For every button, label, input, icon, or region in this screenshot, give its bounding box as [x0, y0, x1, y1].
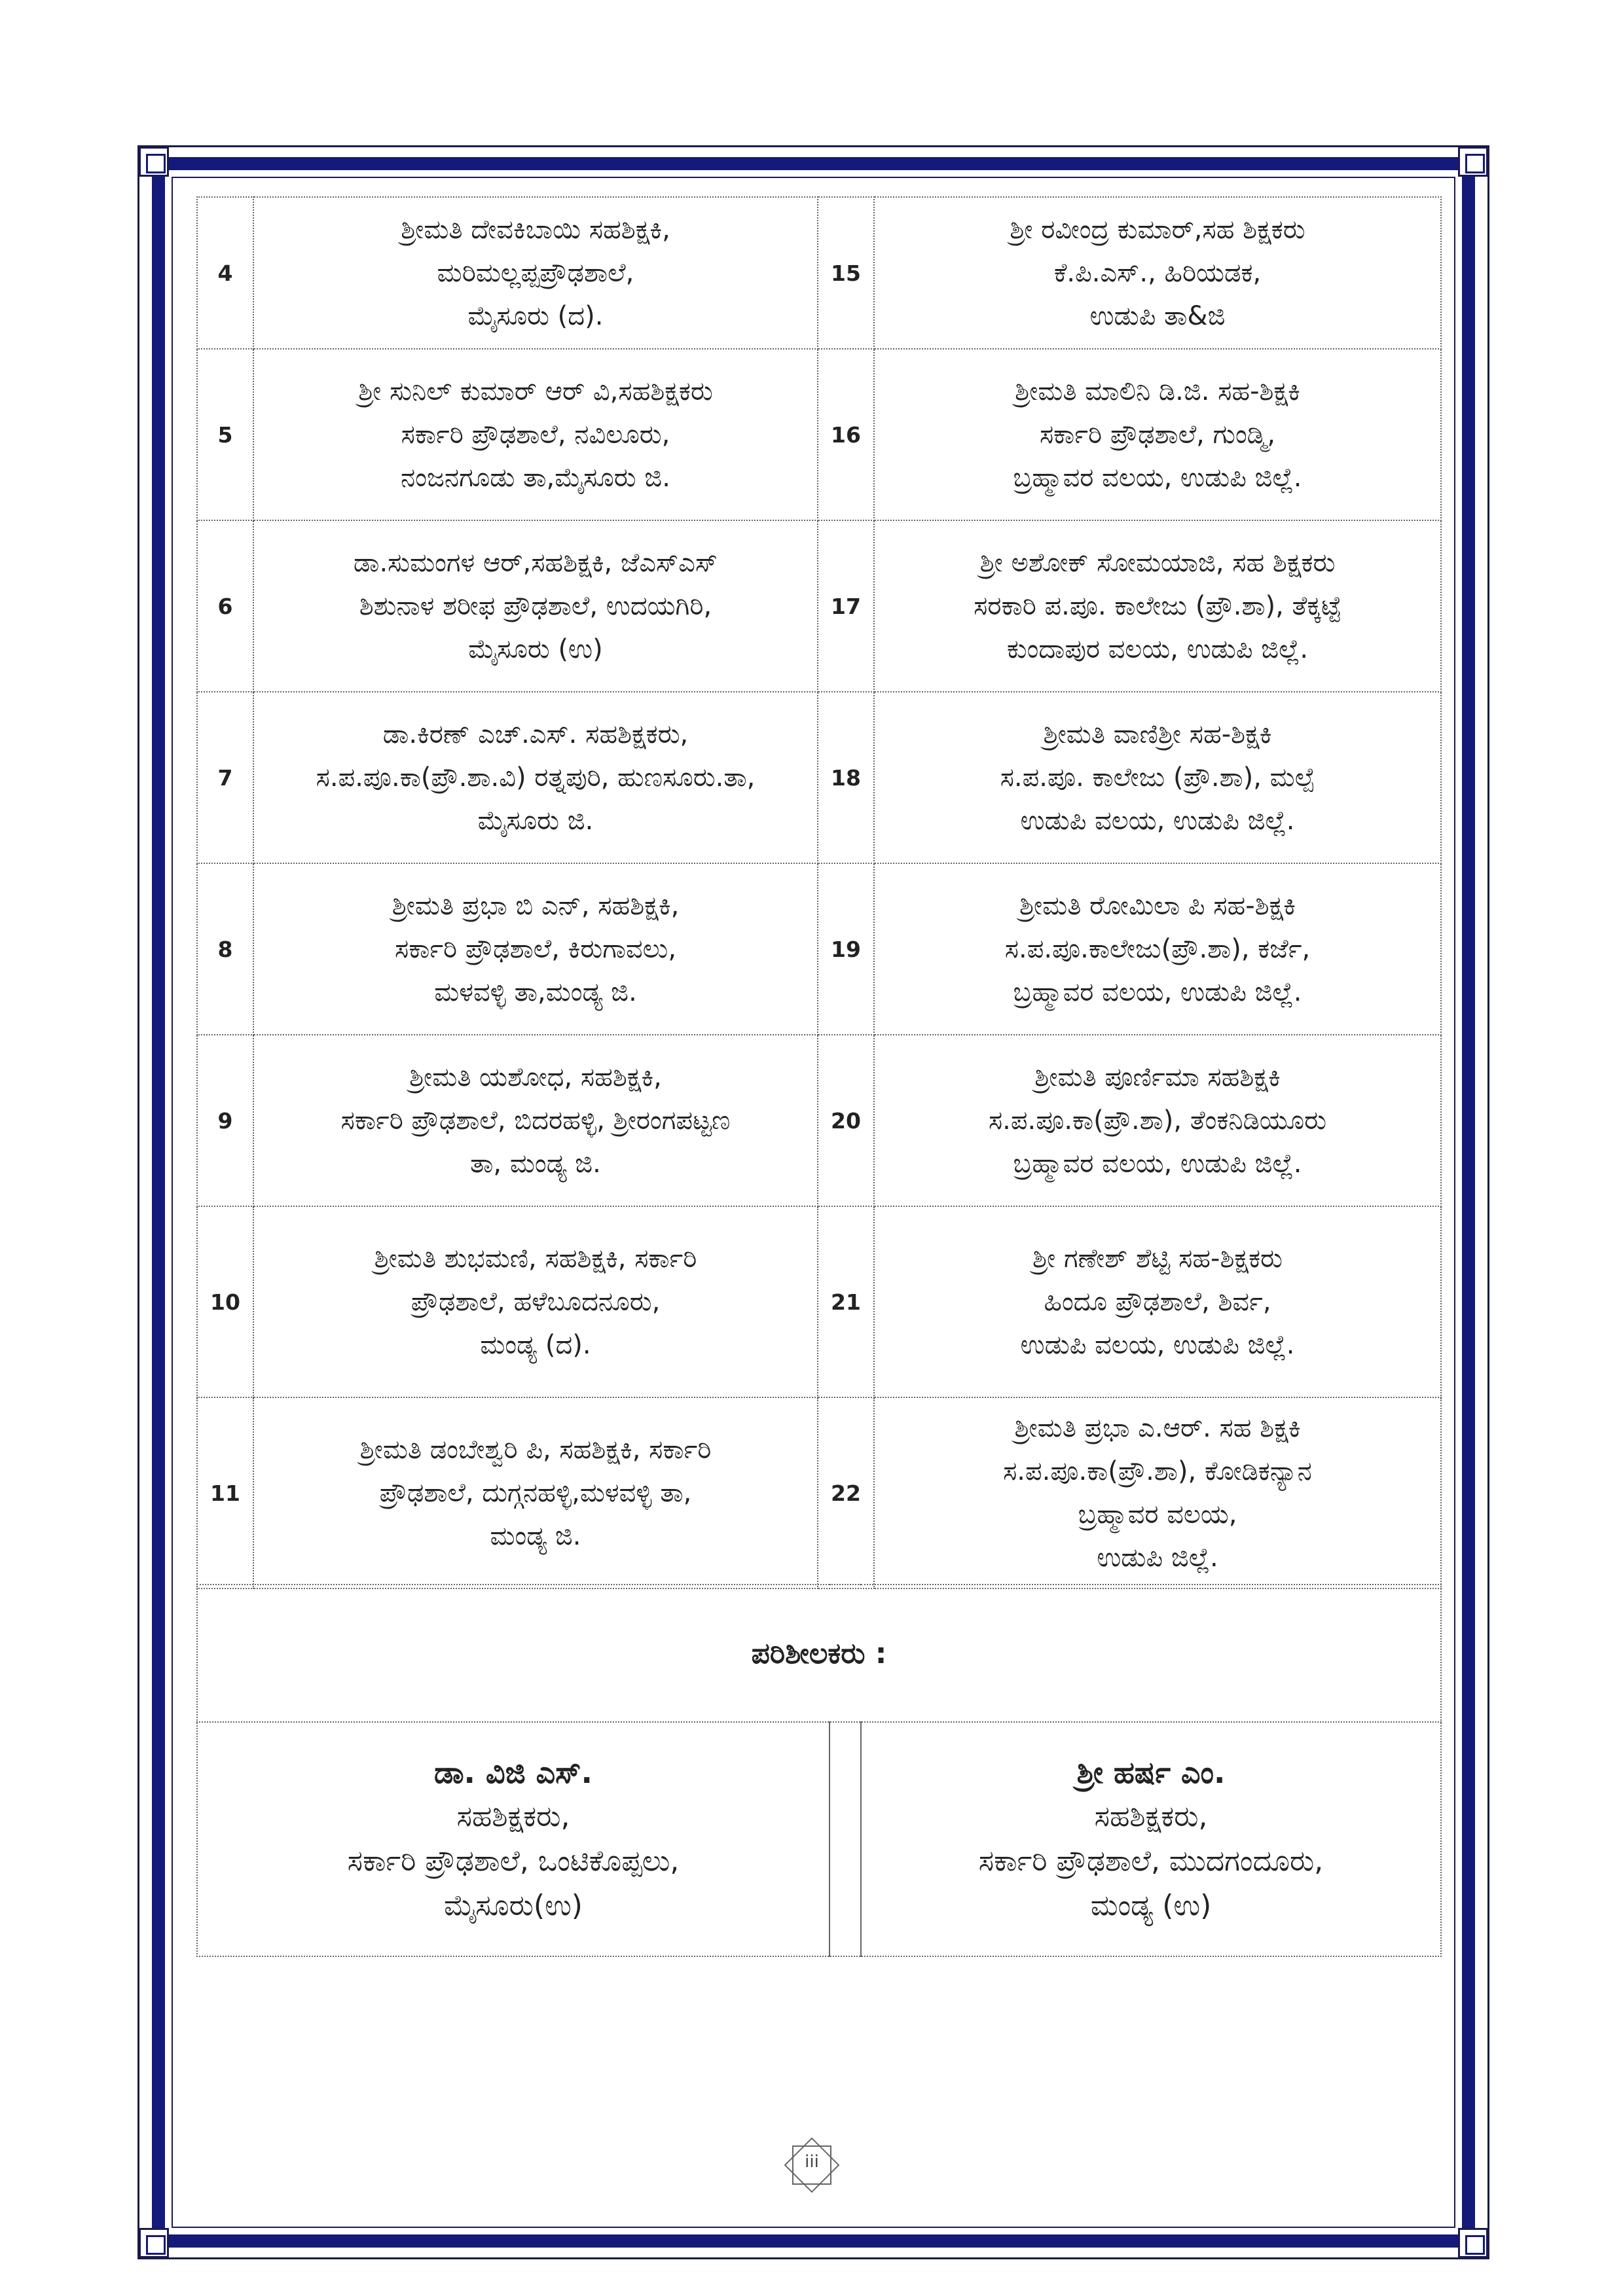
right-serial-number: 17 [818, 520, 874, 692]
entry-line: ಕುಂದಾಪುರ ವಲಯ, ಉಡುಪಿ ಜಿಲ್ಲೆ. [1006, 634, 1309, 664]
right-contributor-entry [874, 520, 1441, 692]
right-serial-number: 20 [818, 1035, 874, 1206]
table-row [197, 520, 1441, 692]
entry-line: ಮೈಸೂರು (ಉ) [468, 634, 603, 664]
entry-line: ಕೆ.ಪಿ.ಎಸ್., ಹಿರಿಯಡಕ, [1053, 258, 1262, 288]
entry-line: ಶ್ರೀಮತಿ ಯಶೋಧ, ಸಹಶಿಕ್ಷಕಿ, [409, 1062, 662, 1092]
entry-line: ಪ್ರೌಢಶಾಲೆ, ದುಗ್ಗನಹಳ್ಳಿ,ಮಳವಳ್ಳಿ ತಾ, [379, 1478, 692, 1508]
entry-line: ಶ್ರೀಮತಿ ಶುಭಮಣಿ, ಸಹಶಿಕ್ಷಕಿ, ಸರ್ಕಾರಿ [374, 1244, 697, 1274]
entry-line: ಪ್ರೌಢಶಾಲೆ, ಹಳೆಬೂದನೂರು, [410, 1287, 661, 1317]
entry-line: ತಾ, ಮಂಡ್ಯ ಜಿ. [470, 1149, 601, 1179]
entry-line: ಸರ್ಕಾರಿ ಪ್ರೌಢಶಾಲೆ, ನವಿಲೂರು, [401, 420, 670, 450]
left-serial-number: 7 [197, 692, 253, 863]
left-contributor-entry [253, 692, 818, 863]
entry-line: ಶ್ರೀಮತಿ ಮಾಲಿನಿ ಡಿ.ಜಿ. ಸಹ-ಶಿಕ್ಷಕಿ [1015, 376, 1300, 406]
left-serial-number: 10 [197, 1206, 253, 1397]
table-row [197, 197, 1441, 349]
entry-line: ಶ್ರೀಮತಿ ರೋಮಿಲಾ ಪಿ ಸಹ-ಶಿಕ್ಷಕಿ [1019, 891, 1296, 921]
reviewer-role: ಸಹಶಿಕ್ಷಕರು, [456, 1800, 570, 1833]
entry-line: ಶ್ರೀಮತಿ ಪೂರ್ಣಿಮಾ ಸಹಶಿಕ್ಷಕಿ [1034, 1062, 1281, 1092]
entry-line: ಬ್ರಹ್ಮಾವರ ವಲಯ, ಉಡುಪಿ ಜಿಲ್ಲೆ. [1013, 1149, 1302, 1179]
reviewer-name: ಡಾ. ವಿಜಿ ಎಸ್. [434, 1755, 593, 1790]
table-row [197, 1397, 1441, 1588]
border-corner-top-right [1458, 147, 1488, 177]
table-row [197, 1035, 1441, 1206]
reviewers-heading: ಪರಿಶೀಲಕರು : [197, 1585, 1441, 1722]
reviewer-school: ಸರ್ಕಾರಿ ಪ್ರೌಢಶಾಲೆ, ಒಂಟಿಕೊಪ್ಪಲು, [347, 1844, 680, 1878]
right-serial-number: 21 [818, 1206, 874, 1397]
entry-line: ಶ್ರೀಮತಿ ಪ್ರಭಾ ಎ.ಆರ್. ಸಹ ಶಿಕ್ಷಕಿ [1014, 1413, 1301, 1443]
entry-line: ಶ್ರೀ ಅಶೋಕ್ ಸೋಮಯಾಜಿ, ಸಹ ಶಿಕ್ಷಕರು [979, 548, 1336, 578]
entry-line: ನಂಜನಗೂಡು ತಾ,ಮೈಸೂರು ಜಿ. [401, 463, 670, 493]
entry-line: ಬ್ರಹ್ಮಾವರ ವಲಯ, ಉಡುಪಿ ಜಿಲ್ಲೆ. [1013, 977, 1302, 1007]
right-serial-number: 15 [818, 197, 874, 349]
reviewer-school: ಸರ್ಕಾರಿ ಪ್ರೌಢಶಾಲೆ, ಮುದಗಂದೂರು, [978, 1844, 1324, 1878]
right-contributor-entry [874, 1035, 1441, 1206]
entry-line: ಮೈಸೂರು ಜಿ. [477, 806, 594, 836]
entry-line: ಡಾ.ಕಿರಣ್ ಎಚ್.ಎಸ್. ಸಹಶಿಕ್ಷಕರು, [382, 719, 689, 749]
reviewers-table [196, 1584, 1442, 1957]
page-number: iii [805, 2152, 819, 2172]
right-contributor-entry [874, 692, 1441, 863]
entry-line: ಬ್ರಹ್ಮಾವರ ವಲಯ, ಉಡುಪಿ ಜಿಲ್ಲೆ. [1013, 463, 1302, 493]
left-serial-number: 8 [197, 863, 253, 1035]
reviewer-separator [830, 1722, 861, 1956]
right-contributor-entry [874, 1397, 1441, 1588]
entry-line: ಮಂಡ್ಯ ಜಿ. [490, 1521, 581, 1551]
entry-line: ಶ್ರೀಮತಿ ದೇವಕಿಬಾಯಿ ಸಹಶಿಕ್ಷಕಿ, [401, 215, 670, 245]
entry-line: ಸರಕಾರಿ ಪ.ಪೂ. ಕಾಲೇಜು (ಪ್ರೌ.ಶಾ), ತೆಕ್ಕಟ್ಟೆ [974, 591, 1341, 621]
entry-line: ಉಡುಪಿ ತಾ&ಜಿ [1089, 301, 1226, 331]
table-row [197, 1206, 1441, 1397]
left-contributor-entry [253, 863, 818, 1035]
table-row [197, 692, 1441, 863]
entry-line: ಸರ್ಕಾರಿ ಪ್ರೌಢಶಾಲೆ, ಕಿರುಗಾವಲು, [394, 934, 677, 964]
entry-line: ಶ್ರೀ ಸುನಿಲ್ ಕುಮಾರ್ ಆರ್ ವಿ,ಸಹಶಿಕ್ಷಕರು [358, 376, 713, 406]
reviewer-place: ಮೈಸೂರು(ಉ) [444, 1889, 583, 1922]
entry-line: ಸ.ಪ.ಪೂ. ಕಾಲೇಜು (ಪ್ರೌ.ಶಾ), ಮಲ್ಪೆ [1000, 762, 1315, 793]
entry-line: ಶ್ರೀ ರವೀಂದ್ರ ಕುಮಾರ್,ಸಹ ಶಿಕ್ಷಕರು [1010, 215, 1305, 245]
left-serial-number: 6 [197, 520, 253, 692]
reviewer-name: ಶ್ರೀ ಹರ್ಷ ಎಂ. [1076, 1755, 1226, 1790]
entry-line: ಮೈಸೂರು (ದ). [467, 301, 604, 331]
entry-line: ಶ್ರೀ ಗಣೇಶ್ ಶೆಟ್ಟಿ ಸಹ-ಶಿಕ್ಷಕರು [1032, 1244, 1283, 1274]
left-contributor-entry [253, 1206, 818, 1397]
entry-line: ಸ.ಪ.ಪೂ.ಕಾಲೇಜು(ಪ್ರೌ.ಶಾ), ಕರ್ಜೆ, [1004, 934, 1311, 964]
right-contributor-entry [874, 197, 1441, 349]
border-corner-bottom-right [1458, 2228, 1488, 2258]
reviewer-card-1 [197, 1722, 830, 1956]
left-contributor-entry [253, 520, 818, 692]
entry-line: ಡಾ.ಸುಮಂಗಳ ಆರ್,ಸಹಶಿಕ್ಷಕಿ, ಜೆಎಸ್‌ಎಸ್ [353, 548, 718, 578]
border-corner-top-left [139, 147, 169, 177]
entry-line: ಮರಿಮಲ್ಲಪ್ಪಪ್ರೌಢಶಾಲೆ, [437, 258, 634, 288]
entry-line: ಸ.ಪ.ಪೂ.ಕಾ(ಪ್ರೌ.ಶಾ), ತೆಂಕನಿಡಿಯೂರು [988, 1105, 1327, 1136]
left-contributor-entry [253, 197, 818, 349]
entry-line: ಸ.ಪ.ಪೂ.ಕಾ(ಪ್ರೌ.ಶಾ), ಕೋಡಿಕನ್ಯಾನ [1003, 1456, 1312, 1486]
right-serial-number: 22 [818, 1397, 874, 1588]
contributors-table [196, 196, 1442, 1589]
entry-line: ಹಿಂದೂ ಪ್ರೌಢಶಾಲೆ, ಶಿರ್ವ, [1044, 1287, 1271, 1317]
entry-line: ಬ್ರಹ್ಮಾವರ ವಲಯ, [1078, 1499, 1237, 1530]
entry-line: ಮಳವಳ್ಳಿ ತಾ,ಮಂಡ್ಯ ಜಿ. [434, 977, 637, 1007]
reviewer-card-2 [861, 1722, 1441, 1956]
entry-line: ಸರ್ಕಾರಿ ಪ್ರೌಢಶಾಲೆ, ಗುಂಡ್ಮಿ, [1039, 420, 1276, 450]
entry-line: ಸ.ಪ.ಪೂ.ಕಾ(ಪ್ರೌ.ಶಾ.ವಿ) ರತ್ನಪುರಿ, ಹುಣಸೂರು.ತಾ, [316, 762, 756, 793]
left-serial-number: 9 [197, 1035, 253, 1206]
left-contributor-entry [253, 1397, 818, 1588]
left-contributor-entry [253, 349, 818, 520]
right-serial-number: 19 [818, 863, 874, 1035]
right-serial-number: 16 [818, 349, 874, 520]
entry-line: ಶ್ರೀಮತಿ ವಾಣಿಶ್ರೀ ಸಹ-ಶಿಕ್ಷಕಿ [1043, 719, 1272, 749]
right-contributor-entry [874, 1206, 1441, 1397]
left-serial-number: 4 [197, 197, 253, 349]
reviewer-place: ಮಂಡ್ಯ (ಉ) [1090, 1889, 1212, 1922]
left-serial-number: 5 [197, 349, 253, 520]
entry-line: ಉಡುಪಿ ಜಿಲ್ಲೆ. [1097, 1543, 1218, 1573]
entry-line: ಸರ್ಕಾರಿ ಪ್ರೌಢಶಾಲೆ, ಬಿದರಹಳ್ಳಿ, ಶ್ರೀರಂಗಪಟ್ಟಣ [340, 1105, 731, 1136]
entry-line: ಉಡುಪಿ ವಲಯ, ಉಡುಪಿ ಜಿಲ್ಲೆ. [1020, 1330, 1295, 1360]
border-corner-bottom-left [139, 2228, 169, 2258]
entry-line: ಉಡುಪಿ ವಲಯ, ಉಡುಪಿ ಜಿಲ್ಲೆ. [1020, 806, 1295, 836]
right-contributor-entry [874, 863, 1441, 1035]
table-row [197, 349, 1441, 520]
table-row [197, 863, 1441, 1035]
left-contributor-entry [253, 1035, 818, 1206]
right-serial-number: 18 [818, 692, 874, 863]
page-number-badge [776, 2132, 848, 2198]
right-contributor-entry [874, 349, 1441, 520]
entry-line: ಶ್ರೀಮತಿ ಪ್ರಭಾ ಬಿ ಎನ್, ಸಹಶಿಕ್ಷಕಿ, [392, 891, 680, 921]
entry-line: ಶಿಶುನಾಳ ಶರೀಫ ಪ್ರೌಢಶಾಲೆ, ಉದಯಗಿರಿ, [359, 591, 712, 621]
reviewer-role: ಸಹಶಿಕ್ಷಕರು, [1094, 1800, 1208, 1833]
left-serial-number: 11 [197, 1397, 253, 1588]
entry-line: ಶ್ರೀಮತಿ ಡಂಬೇಶ್ವರಿ ಪಿ, ಸಹಶಿಕ್ಷಕಿ, ಸರ್ಕಾರಿ [359, 1435, 712, 1465]
entry-line: ಮಂಡ್ಯ (ದ). [480, 1330, 591, 1360]
